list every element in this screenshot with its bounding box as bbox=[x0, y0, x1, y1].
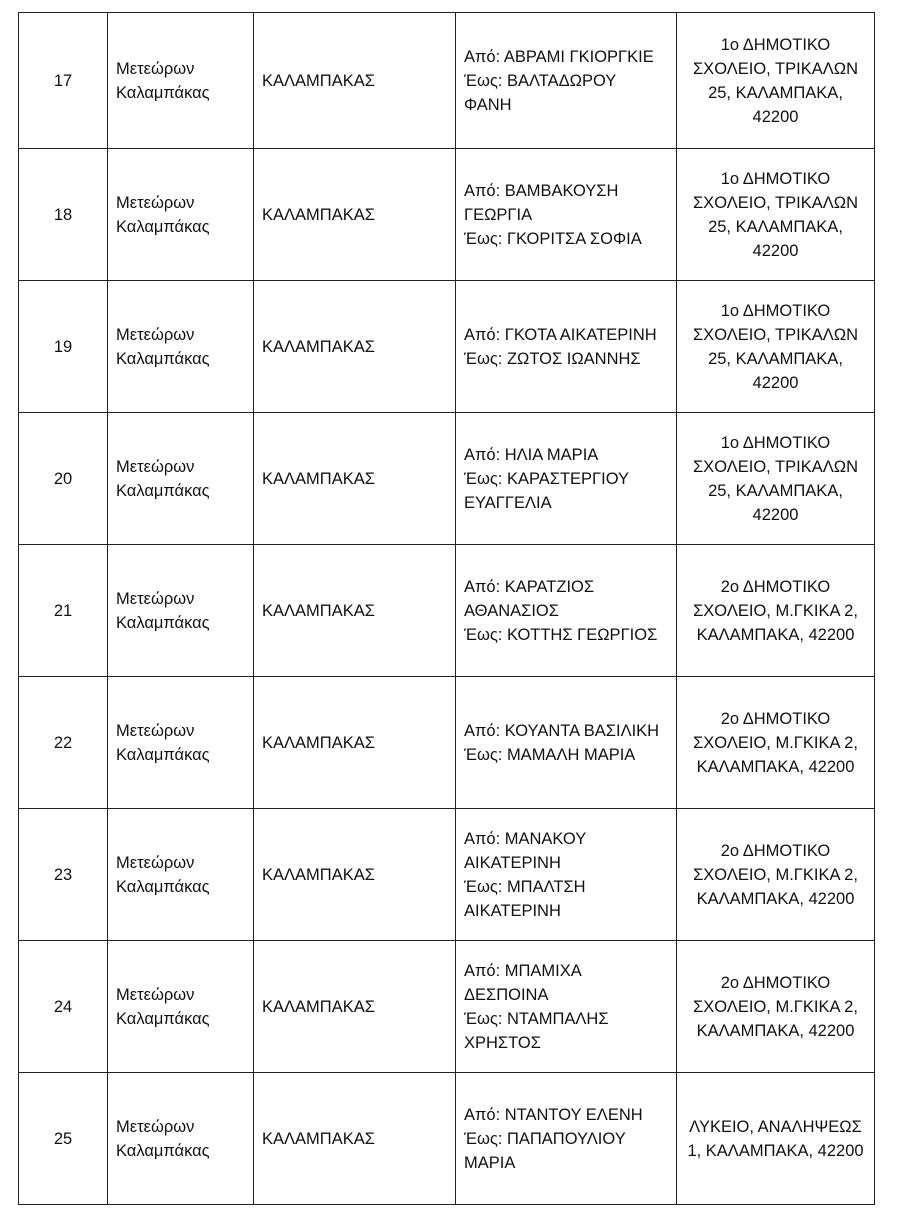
range-to: Έως: ΜΠΑΛΤΣΗ ΑΙΚΑΤΕΡΙΝΗ bbox=[464, 877, 586, 920]
table-body bbox=[19, 13, 875, 1205]
range-to: Έως: ΒΑΛΤΑΔΩΡΟΥ ΦΑΝΗ bbox=[464, 71, 616, 114]
table-row bbox=[19, 149, 875, 281]
station-address: ΛΥΚΕΙΟ, ΑΝΑΛΗΨΕΩΣ 1, ΚΑΛΑΜΠΑΚΑ, 42200 bbox=[677, 1073, 875, 1205]
municipal-unit: ΚΑΛΑΜΠΑΚΑΣ bbox=[254, 1073, 456, 1205]
range-from: Από: ΝΤΑΝΤΟΥ ΕΛΕΝΗ bbox=[464, 1105, 643, 1124]
range-to: Έως: ΜΑΜΑΛΗ ΜΑΡΙΑ bbox=[464, 745, 636, 764]
range-from: Από: ΚΑΡΑΤΖΙΟΣ ΑΘΑΝΑΣΙΟΣ bbox=[464, 577, 595, 620]
range-to: Έως: ΚΑΡΑΣΤΕΡΓΙΟΥ ΕΥΑΓΓΕΛΙΑ bbox=[464, 469, 629, 512]
surname-range bbox=[456, 809, 677, 941]
municipal-unit: ΚΑΛΑΜΠΑΚΑΣ bbox=[254, 413, 456, 545]
municipality: Μετεώρων Καλαμπάκας bbox=[108, 413, 254, 545]
municipality: Μετεώρων Καλαμπάκας bbox=[108, 149, 254, 281]
range-to: Έως: ΠΑΠΑΠΟΥΛΙΟΥ ΜΑΡΙΑ bbox=[464, 1129, 626, 1172]
table-row bbox=[19, 1073, 875, 1205]
station-number: 22 bbox=[19, 677, 108, 809]
station-number: 18 bbox=[19, 149, 108, 281]
range-to: Έως: ΚΟΤΤΗΣ ΓΕΩΡΓΙΟΣ bbox=[464, 625, 658, 644]
surname-range bbox=[456, 941, 677, 1073]
table-row bbox=[19, 13, 875, 149]
surname-range bbox=[456, 677, 677, 809]
municipality: Μετεώρων Καλαμπάκας bbox=[108, 545, 254, 677]
surname-range bbox=[456, 13, 677, 149]
station-address: 2ο ΔΗΜΟΤΙΚΟ ΣΧΟΛΕΙΟ, Μ.ΓΚΙΚΑ 2, ΚΑΛΑΜΠΑΚΑ, 42200 bbox=[677, 809, 875, 941]
station-address: 2ο ΔΗΜΟΤΙΚΟ ΣΧΟΛΕΙΟ, Μ.ΓΚΙΚΑ 2, ΚΑΛΑΜΠΑΚΑ, 42200 bbox=[677, 545, 875, 677]
table-row bbox=[19, 413, 875, 545]
range-from: Από: ΜΠΑΜΙΧΑ ΔΕΣΠΟΙΝΑ bbox=[464, 961, 581, 1004]
range-to: Έως: ΖΩΤΟΣ ΙΩΑΝΝΗΣ bbox=[464, 349, 641, 368]
station-number: 21 bbox=[19, 545, 108, 677]
surname-range bbox=[456, 413, 677, 545]
station-number: 24 bbox=[19, 941, 108, 1073]
municipal-unit: ΚΑΛΑΜΠΑΚΑΣ bbox=[254, 13, 456, 149]
range-from: Από: ΜΑΝΑΚΟΥ ΑΙΚΑΤΕΡΙΝΗ bbox=[464, 829, 586, 872]
station-address: 2ο ΔΗΜΟΤΙΚΟ ΣΧΟΛΕΙΟ, Μ.ΓΚΙΚΑ 2, ΚΑΛΑΜΠΑΚΑ, 42200 bbox=[677, 677, 875, 809]
station-address: 1ο ΔΗΜΟΤΙΚΟ ΣΧΟΛΕΙΟ, ΤΡΙΚΑΛΩΝ 25, ΚΑΛΑΜΠΑΚΑ, 42200 bbox=[677, 413, 875, 545]
municipality: Μετεώρων Καλαμπάκας bbox=[108, 1073, 254, 1205]
range-from: Από: ΓΚΟΤΑ ΑΙΚΑΤΕΡΙΝΗ bbox=[464, 325, 657, 344]
station-number: 23 bbox=[19, 809, 108, 941]
municipality: Μετεώρων Καλαμπάκας bbox=[108, 677, 254, 809]
municipality: Μετεώρων Καλαμπάκας bbox=[108, 941, 254, 1073]
municipality: Μετεώρων Καλαμπάκας bbox=[108, 281, 254, 413]
station-number: 17 bbox=[19, 13, 108, 149]
station-address: 2ο ΔΗΜΟΤΙΚΟ ΣΧΟΛΕΙΟ, Μ.ΓΚΙΚΑ 2, ΚΑΛΑΜΠΑΚΑ, 42200 bbox=[677, 941, 875, 1073]
municipal-unit: ΚΑΛΑΜΠΑΚΑΣ bbox=[254, 941, 456, 1073]
municipality: Μετεώρων Καλαμπάκας bbox=[108, 13, 254, 149]
range-from: Από: ΒΑΜΒΑΚΟΥΣΗ ΓΕΩΡΓΙΑ bbox=[464, 181, 619, 224]
municipal-unit: ΚΑΛΑΜΠΑΚΑΣ bbox=[254, 281, 456, 413]
station-number: 25 bbox=[19, 1073, 108, 1205]
surname-range bbox=[456, 1073, 677, 1205]
range-from: Από: ΚΟΥΑΝΤΑ ΒΑΣΙΛΙΚΗ bbox=[464, 721, 660, 740]
municipal-unit: ΚΑΛΑΜΠΑΚΑΣ bbox=[254, 677, 456, 809]
table-row bbox=[19, 545, 875, 677]
municipal-unit: ΚΑΛΑΜΠΑΚΑΣ bbox=[254, 149, 456, 281]
table-row bbox=[19, 941, 875, 1073]
range-from: Από: ΑΒΡΑΜΙ ΓΚΙΟΡΓΚΙΕ bbox=[464, 47, 654, 66]
surname-range bbox=[456, 149, 677, 281]
municipal-unit: ΚΑΛΑΜΠΑΚΑΣ bbox=[254, 545, 456, 677]
surname-range bbox=[456, 281, 677, 413]
municipality: Μετεώρων Καλαμπάκας bbox=[108, 809, 254, 941]
station-number: 20 bbox=[19, 413, 108, 545]
municipal-unit: ΚΑΛΑΜΠΑΚΑΣ bbox=[254, 809, 456, 941]
station-address: 1ο ΔΗΜΟΤΙΚΟ ΣΧΟΛΕΙΟ, ΤΡΙΚΑΛΩΝ 25, ΚΑΛΑΜΠΑΚΑ, 42200 bbox=[677, 13, 875, 149]
table-row bbox=[19, 809, 875, 941]
polling-stations-table-wrapper bbox=[18, 12, 874, 1205]
station-address: 1ο ΔΗΜΟΤΙΚΟ ΣΧΟΛΕΙΟ, ΤΡΙΚΑΛΩΝ 25, ΚΑΛΑΜΠΑΚΑ, 42200 bbox=[677, 281, 875, 413]
range-to: Έως: ΓΚΟΡΙΤΣΑ ΣΟΦΙΑ bbox=[464, 229, 642, 248]
station-number: 19 bbox=[19, 281, 108, 413]
polling-stations-table bbox=[18, 12, 875, 1205]
station-address: 1ο ΔΗΜΟΤΙΚΟ ΣΧΟΛΕΙΟ, ΤΡΙΚΑΛΩΝ 25, ΚΑΛΑΜΠΑΚΑ, 42200 bbox=[677, 149, 875, 281]
surname-range bbox=[456, 545, 677, 677]
range-from: Από: ΗΛΙΑ ΜΑΡΙΑ bbox=[464, 445, 599, 464]
table-row bbox=[19, 281, 875, 413]
table-row bbox=[19, 677, 875, 809]
range-to: Έως: ΝΤΑΜΠΑΛΗΣ ΧΡΗΣΤΟΣ bbox=[464, 1009, 609, 1052]
